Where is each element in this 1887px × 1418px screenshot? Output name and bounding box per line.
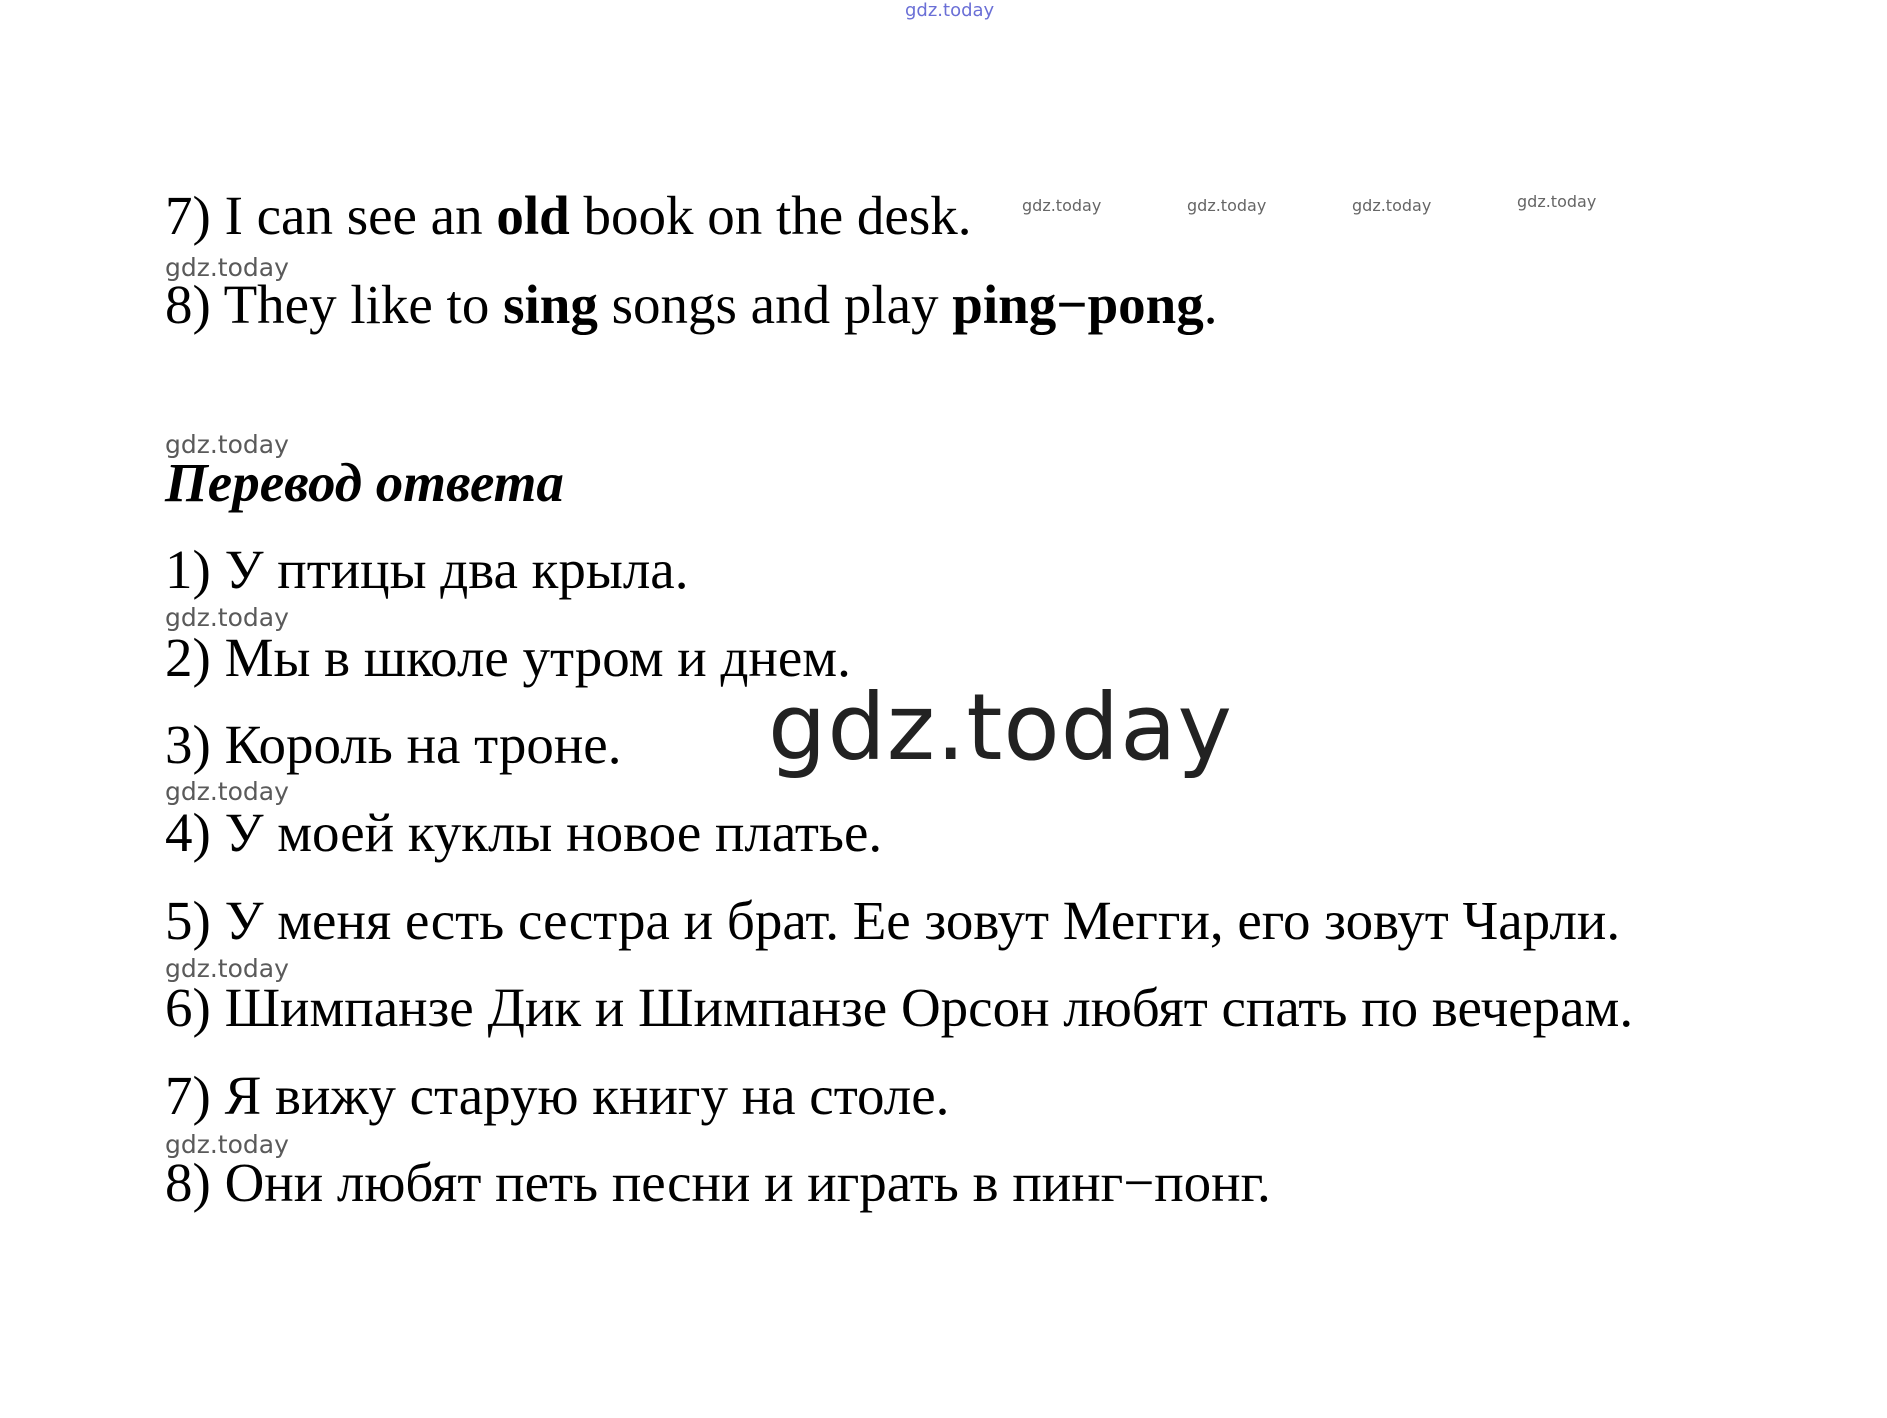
translation-item-7: 7) Я вижу старую книгу на столе.: [165, 1065, 950, 1126]
bold-word: ping−pong: [952, 274, 1204, 335]
sentence-text: .: [1203, 274, 1218, 335]
english-sentence-7: [165, 185, 972, 246]
watermark-big: gdz.today: [768, 674, 1233, 781]
watermark-small: gdz.today: [165, 253, 289, 282]
translation-item-3: 3) Король на троне.: [165, 714, 622, 775]
bold-word: sing: [503, 274, 598, 335]
translation-item-5: 5) У меня есть сестра и брат. Ее зовут Мегги, его зовут Чарли.: [165, 890, 1621, 951]
watermark-small: gdz.today: [1187, 196, 1267, 215]
sentence-text: 8) They like to: [165, 274, 504, 335]
watermark-small: gdz.today: [165, 603, 289, 632]
watermark-small: gdz.today: [1517, 192, 1597, 211]
translation-item-4: 4) У моей куклы новое платье.: [165, 802, 883, 863]
translation-item-1: 1) У птицы два крыла.: [165, 539, 689, 600]
translation-heading: Перевод ответа: [165, 452, 564, 513]
sentence-text: 7) I can see an: [165, 185, 497, 246]
translation-item-6: 6) Шимпанзе Дик и Шимпанзе Орсон любят спать по вечерам.: [165, 977, 1634, 1038]
sentence-text: book on the desk.: [569, 185, 972, 246]
watermark-top: gdz.today: [905, 0, 995, 21]
watermark-small: gdz.today: [1352, 196, 1432, 215]
bold-word: old: [496, 185, 570, 246]
watermark-small: gdz.today: [1022, 196, 1102, 215]
sentence-text: songs and play: [597, 274, 953, 335]
watermark-small: gdz.today: [165, 1130, 289, 1159]
watermark-small: gdz.today: [165, 954, 289, 983]
watermark-small: gdz.today: [165, 777, 289, 806]
translation-item-8: 8) Они любят петь песни и играть в пинг−понг.: [165, 1152, 1271, 1213]
english-sentence-8: [165, 274, 1218, 335]
watermark-small: gdz.today: [165, 430, 289, 459]
translation-item-2: 2) Мы в школе утром и днем.: [165, 627, 851, 688]
